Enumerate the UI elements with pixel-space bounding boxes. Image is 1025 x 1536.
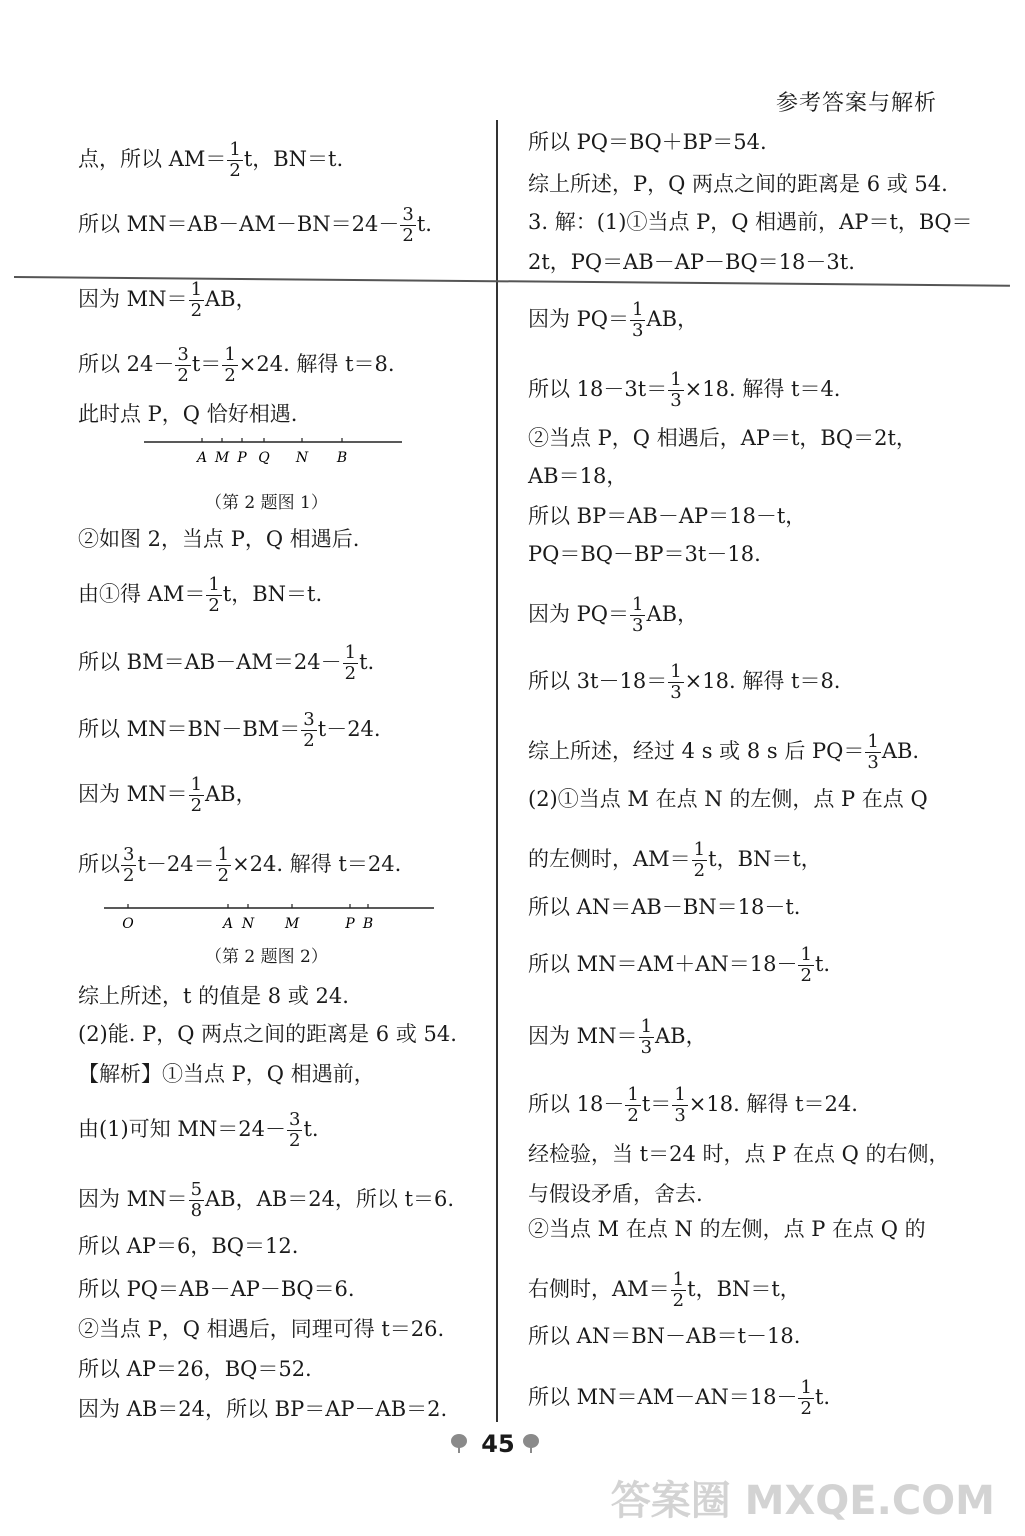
fraction-denominator: 2 (123, 865, 135, 886)
line-text: t. (814, 1385, 831, 1409)
fraction-denominator: 2 (177, 365, 189, 386)
solution-line (528, 128, 767, 156)
fraction-denominator: 3 (670, 390, 682, 411)
solution-line (528, 540, 761, 568)
fraction (798, 945, 813, 986)
line-text: AB，AB＝24，所以 t＝6. (205, 1187, 455, 1211)
point-label-A: A (196, 450, 208, 466)
point-label-O: O (122, 916, 134, 932)
line-text: 所以 AP＝6，BQ＝12. (78, 1234, 299, 1258)
solution-line (78, 1110, 319, 1151)
line-text: 因为 MN＝ (528, 1024, 638, 1048)
line-text: 右侧时，AM＝ (528, 1277, 670, 1301)
fraction-numerator: 1 (672, 1269, 685, 1290)
line-text: ②当点 P，Q 相遇后，AP＝t，BQ＝2t， (528, 426, 917, 450)
solution-line (78, 400, 297, 428)
line-text: 所以 18－ (528, 1092, 625, 1116)
line-text: 【解析】①当点 P，Q 相遇前， (78, 1062, 375, 1086)
line-text: 因为 MN＝ (78, 287, 188, 311)
line-text: 3. 解：(1)①当点 P，Q 相遇前，AP＝t，BQ＝ (528, 210, 973, 234)
fraction (692, 840, 707, 881)
line-text: 因为 PQ＝ (528, 307, 630, 331)
line-text: AM＝ (168, 147, 227, 171)
line-text: AB. (881, 739, 920, 763)
fraction (175, 345, 190, 386)
fraction-numerator: 1 (627, 1084, 639, 1105)
fraction-denominator: 3 (867, 752, 879, 773)
solution-line (528, 1140, 950, 1168)
line-text: ②当点 P，Q 相遇后，同理可得 t＝26. (78, 1317, 445, 1341)
line-text: 所以 PQ＝BQ＋BP＝54. (528, 130, 767, 154)
fraction (639, 1017, 654, 1058)
solution-line (78, 525, 359, 553)
page-header: 参考答案与解析 (775, 91, 937, 116)
solution-line (528, 300, 698, 341)
line-text: 此时点 P，Q 恰好相遇. (78, 402, 298, 426)
fraction-numerator: 1 (674, 1084, 686, 1105)
fraction-numerator: 5 (190, 1179, 203, 1200)
point-label-B: B (336, 450, 348, 466)
fraction-numerator: 3 (123, 844, 135, 865)
line-text: t，BN＝t， (708, 847, 822, 871)
figure-2-caption: （第 2 题图 2） (205, 947, 328, 967)
solution-line (528, 1270, 801, 1311)
fraction (121, 845, 136, 886)
solution-line (528, 370, 840, 411)
solution-line (528, 424, 917, 452)
point-label-N: N (295, 450, 309, 466)
fraction (630, 300, 645, 341)
fraction (222, 345, 237, 386)
line-text: 所以 MN＝AB－AM－BN＝24－ (78, 212, 400, 236)
fraction-numerator: 3 (177, 344, 189, 365)
fraction-denominator: 3 (632, 615, 644, 636)
line-text: t＝ (641, 1092, 672, 1116)
line-text: 所以 MN＝AM＋AN＝18－ (528, 952, 798, 976)
fraction-denominator: 2 (224, 365, 236, 386)
fraction-denominator: 3 (670, 682, 682, 703)
line-text: ×18. 解得 t＝24. (688, 1092, 858, 1116)
line-text: 所以 MN＝BN－BM＝ (78, 717, 301, 741)
line-text: 所以 BM＝AB－AM＝24－ (78, 650, 342, 674)
solution-line (528, 893, 800, 921)
fraction (287, 1110, 302, 1151)
solution-line (78, 1275, 355, 1303)
line-text: t，BN＝t. (222, 582, 323, 606)
fraction-numerator: 3 (289, 1109, 301, 1130)
fraction (189, 1180, 204, 1221)
solution-line (528, 1017, 707, 1058)
line-text: 所以 AN＝BN－AB＝t－18. (528, 1324, 801, 1348)
watermark: 答案圈 MXQE.COM (610, 1478, 995, 1524)
fraction-denominator: 2 (208, 595, 220, 616)
fraction-denominator: 2 (190, 795, 203, 816)
solution-line (78, 280, 257, 321)
solution-line (528, 1378, 830, 1419)
solution-line (78, 1315, 444, 1343)
fraction (798, 1378, 813, 1419)
line-text: AB＝18， (528, 464, 628, 488)
fraction (189, 775, 204, 816)
line-text: AB， (205, 782, 257, 806)
solution-line (78, 643, 374, 684)
line-text: ×24. 解得 t＝8. (238, 352, 395, 376)
line-text: (2)能. P，Q 两点之间的距离是 6 或 54. (78, 1022, 457, 1046)
line-text: t，BN＝t. (243, 147, 344, 171)
fraction-numerator: 1 (693, 839, 706, 860)
solution-line (528, 1180, 703, 1208)
line-text: t. (416, 212, 432, 236)
fraction-numerator: 1 (640, 1016, 653, 1037)
fraction-denominator: 2 (217, 865, 230, 886)
solution-line (78, 775, 257, 816)
solution-line (78, 1020, 457, 1048)
fraction-numerator: 3 (402, 204, 414, 225)
fraction-numerator: 1 (217, 844, 230, 865)
fraction-denominator: 2 (800, 1398, 812, 1419)
fraction-numerator: 1 (670, 369, 682, 390)
fraction-numerator: 1 (190, 774, 203, 795)
solution-line (528, 595, 698, 636)
number-line-figure-2 (100, 898, 440, 938)
fraction (301, 710, 316, 751)
point-label-Q: Q (258, 450, 270, 466)
line-text: 综上所述，经过 4 s 或 8 s 后 PQ＝ (528, 739, 865, 763)
line-text: 因为 AB＝24，所以 BP＝AP－AB＝2. (78, 1397, 448, 1421)
fraction (625, 1085, 640, 1126)
solution-line (528, 1322, 800, 1350)
line-text: 由①得 AM＝ (78, 582, 206, 606)
line-text: PQ＝BQ－BP＝3t－18. (528, 542, 761, 566)
solution-line (528, 462, 627, 490)
fraction (189, 280, 204, 321)
line-text: 因为 MN＝ (78, 1187, 188, 1211)
solution-line (528, 208, 973, 236)
solution-line (528, 502, 806, 530)
fraction-numerator: 1 (208, 574, 220, 595)
line-text: 由(1)可知 MN＝24－ (78, 1117, 287, 1141)
solution-line (78, 982, 349, 1010)
line-text: AB， (646, 602, 699, 626)
line-text: AB， (646, 307, 699, 331)
point-label-P: P (237, 450, 247, 466)
fraction (630, 595, 645, 636)
fraction-denominator: 2 (303, 730, 315, 751)
line-text: t－24. (317, 717, 381, 741)
fraction-numerator: 1 (670, 661, 682, 682)
point-label-P: P (345, 916, 355, 932)
solution-line (528, 1215, 926, 1243)
line-text: 与假设矛盾，舍去. (528, 1182, 703, 1206)
line-text: t. (814, 952, 831, 976)
solution-line (78, 710, 381, 751)
point-label-A: A (222, 916, 234, 932)
line-text: ×18. 解得 t＝4. (684, 377, 841, 401)
fraction-denominator: 2 (344, 663, 357, 684)
fraction (343, 643, 358, 684)
line-text: 2t，PQ＝AB－AP－BQ＝18－3t. (528, 250, 855, 274)
fraction-denominator: 2 (693, 860, 706, 881)
line-text: 综上所述，P，Q 两点之间的距离是 6 或 54. (528, 172, 948, 196)
line-text: 所以 AN＝AB－BN＝18－t. (528, 895, 801, 919)
point-label-N: N (241, 916, 255, 932)
line-text: t，BN＝t， (687, 1277, 801, 1301)
solution-line (78, 140, 343, 181)
solution-line (528, 662, 840, 703)
fraction-numerator: 1 (344, 642, 357, 663)
solution-line (78, 1355, 312, 1383)
fraction-denominator: 8 (190, 1200, 203, 1221)
solution-line (528, 945, 830, 986)
fraction (216, 845, 231, 886)
line-text: 经检验，当 t＝24 时，点 P 在点 Q 的右侧， (528, 1142, 950, 1166)
fraction (668, 370, 683, 411)
solution-line (528, 840, 822, 881)
solution-line (78, 1232, 298, 1260)
fraction-numerator: 1 (800, 944, 812, 965)
point-label-M: M (214, 450, 230, 466)
fraction-numerator: 1 (190, 279, 203, 300)
solution-line (78, 1395, 447, 1423)
fraction (865, 732, 880, 773)
fraction-denominator: 3 (674, 1105, 686, 1126)
fraction (227, 140, 242, 181)
fraction-denominator: 2 (672, 1290, 685, 1311)
fraction (400, 205, 415, 246)
solution-line (78, 205, 432, 246)
fraction-denominator: 2 (229, 160, 241, 181)
fraction-numerator: 3 (303, 709, 315, 730)
solution-line (78, 1060, 375, 1088)
line-text: ×18. 解得 t＝8. (684, 669, 841, 693)
line-text: 因为 MN＝ (78, 782, 188, 806)
line-text: 所以 BP＝AB－AP＝18－t， (528, 504, 807, 528)
fraction-denominator: 3 (632, 320, 644, 341)
fraction-numerator: 1 (867, 731, 879, 752)
line-text: 所以 AP＝26，BQ＝52. (78, 1357, 312, 1381)
line-text: 所以 18－3t＝ (528, 377, 668, 401)
line-text: t. (303, 1117, 319, 1141)
line-text: t－24＝ (137, 852, 215, 876)
point-label-B: B (362, 916, 374, 932)
fraction (672, 1085, 687, 1126)
solution-line (78, 575, 322, 616)
solution-line (78, 1180, 454, 1221)
line-text: 综上所述，t 的值是 8 或 24. (78, 984, 349, 1008)
line-text: 所以 MN＝AM－AN＝18－ (528, 1385, 798, 1409)
leaf-icon-right (520, 1432, 542, 1454)
solution-line (528, 248, 855, 276)
line-text: 的左侧时，AM＝ (528, 847, 691, 871)
fraction-numerator: 1 (224, 344, 236, 365)
fraction-numerator: 1 (800, 1377, 812, 1398)
fraction-denominator: 2 (800, 965, 812, 986)
fraction (671, 1270, 686, 1311)
fraction (206, 575, 221, 616)
number-line-figure-1 (140, 432, 410, 472)
fraction (668, 662, 683, 703)
line-text: ②当点 M 在点 N 的左侧，点 P 在点 Q 的 (528, 1217, 926, 1241)
column-divider (496, 120, 498, 1422)
page-number: 45 (481, 1430, 515, 1458)
line-text: AB， (655, 1024, 707, 1048)
solution-line (528, 785, 928, 813)
fraction-denominator: 3 (640, 1037, 653, 1058)
line-text: (2)①当点 M 在点 N 的左侧，点 P 在点 Q (528, 787, 928, 811)
point-label-M: M (284, 916, 300, 932)
line-text: ②如图 2，当点 P，Q 相遇后. (78, 527, 360, 551)
solution-line (528, 732, 919, 773)
line-text: 所以 3t－18＝ (528, 669, 668, 693)
line-text: t. (359, 650, 375, 674)
line-text: ×24. 解得 t＝24. (232, 852, 402, 876)
line-text: 所以 (78, 852, 120, 876)
line-text: 所以 PQ＝AB－AP－BQ＝6. (78, 1277, 355, 1301)
line-text: 因为 PQ＝ (528, 602, 630, 626)
line-text: t＝ (191, 352, 222, 376)
solution-line (528, 1085, 858, 1126)
figure-1-caption: （第 2 题图 1） (205, 493, 328, 513)
solution-line (78, 345, 395, 386)
fraction-numerator: 1 (229, 139, 241, 160)
line-text: AB， (205, 287, 257, 311)
fraction-numerator: 1 (632, 594, 644, 615)
fraction-numerator: 1 (632, 299, 644, 320)
fraction-denominator: 2 (627, 1105, 639, 1126)
fraction-denominator: 2 (190, 300, 203, 321)
solution-line (78, 845, 401, 886)
line-text: 所以 24－ (78, 352, 175, 376)
solution-line (528, 170, 948, 198)
fraction-denominator: 2 (402, 225, 414, 246)
line-text: 点，所以 (78, 147, 169, 171)
fraction-denominator: 2 (289, 1130, 301, 1151)
